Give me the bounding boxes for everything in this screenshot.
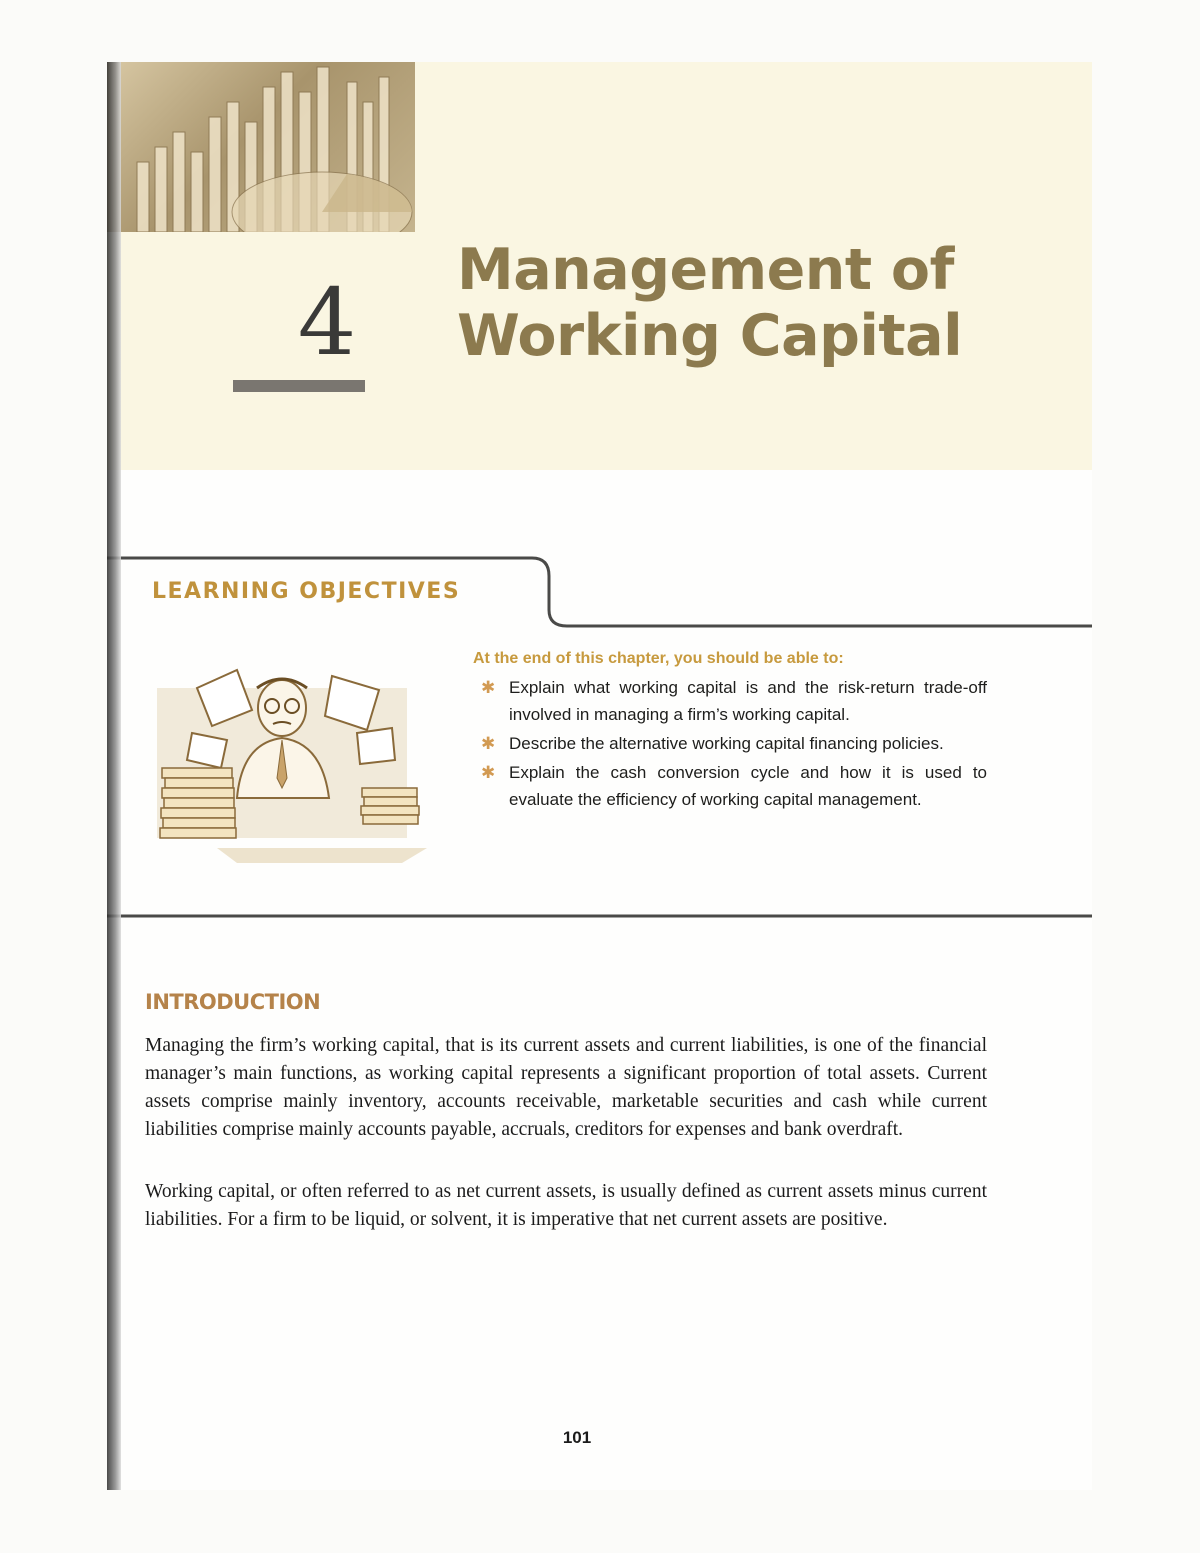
- chapter-title-line2: Working Capital: [457, 303, 963, 369]
- learning-objectives-intro: At the end of this chapter, you should be able to:: [473, 650, 844, 667]
- learning-objectives-section: [107, 550, 1092, 920]
- list-item: [481, 730, 987, 757]
- list-item: [481, 674, 987, 728]
- asterisk-bullet-icon: ✱: [481, 678, 496, 697]
- asterisk-bullet-icon: ✱: [481, 734, 496, 753]
- introduction-heading: INTRODUCTION: [145, 990, 321, 1014]
- objective-text: Explain what working capital is and the risk-return trade-off involved in managing a firm’s working capital.: [509, 678, 987, 724]
- introduction-paragraph-2: Working capital, or often referred to as net current assets, is usually defined as current assets minus current liabilities. For a firm to be liquid, or solvent, it is imperative that net current assets are positive.: [145, 1181, 987, 1230]
- header-chart-photo: [107, 62, 415, 232]
- learning-objectives-heading: LEARNING OBJECTIVES: [152, 579, 461, 604]
- list-item: [481, 759, 987, 813]
- chapter-title: [457, 237, 1017, 369]
- objective-text: Describe the alternative working capital financing policies.: [509, 734, 944, 753]
- chapter-number: 4: [297, 269, 357, 376]
- learning-objectives-list: [481, 674, 987, 815]
- objective-text: Explain the cash conversion cycle and how it is used to evaluate the efficiency of working capital management.: [509, 763, 987, 809]
- bar-chart-decoration: [107, 62, 415, 232]
- book-page: [107, 62, 1092, 1490]
- chapter-title-line1: Management of: [457, 237, 954, 303]
- asterisk-bullet-icon: ✱: [481, 763, 496, 782]
- page-number: 101: [562, 1428, 592, 1447]
- page-binding-shadow: [107, 62, 121, 1490]
- chapter-number-underline: [233, 380, 365, 392]
- introduction-paragraph-1: Managing the firm’s working capital, that is its current assets and current liabilities, is one of the financial manager’s main functions, as working capital represents a significant proportion of total assets. Current assets comprise mainly inventory, accounts receivable, marketable securities and cash while current liabilities comprise mainly accounts payable, accruals, creditors for expenses and bank overdraft.: [145, 1035, 987, 1140]
- stressed-worker-illustration: [157, 648, 437, 878]
